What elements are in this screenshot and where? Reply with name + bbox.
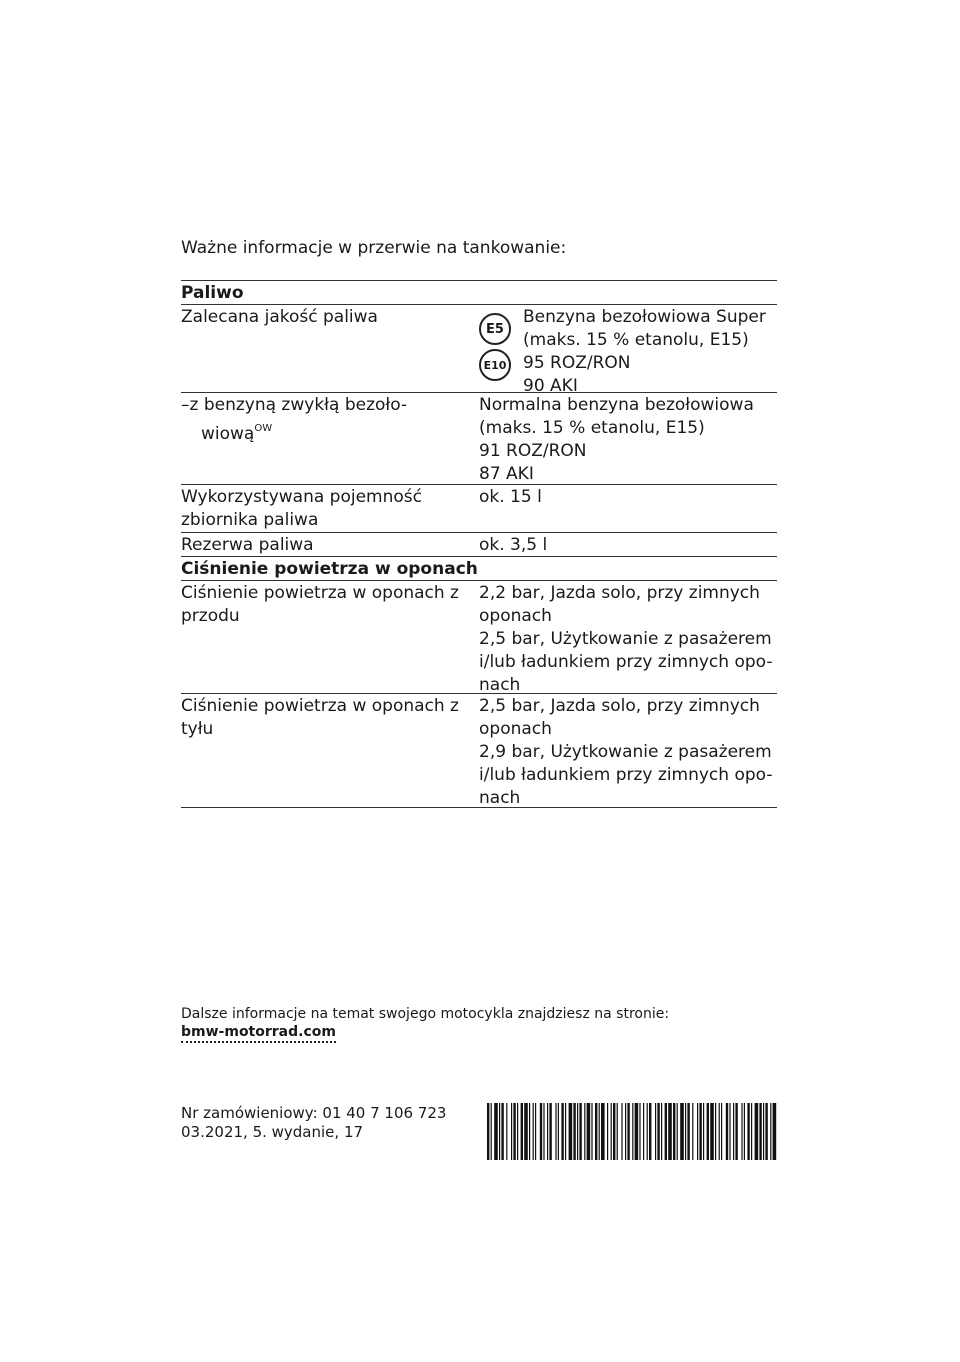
regular-fuel-label: –z benzyną zwykłą bezoło- wiową$^{OW}$: [181, 395, 408, 444]
rear-tire-value: 2,5 bar, Jazda solo, przy zimnych oponach 2,9 bar, Użytkowanie z pasażerem i/lub ładunkiem przy zimnych opo- nach: [479, 696, 773, 808]
barcode: [487, 1103, 777, 1160]
row-regular-fuel: [181, 392, 777, 484]
regular-fuel-value: Normalna benzyna bezołowiowa (maks. 15 % etanolu, E15) 91 ROZ/RON 87 AKI: [479, 395, 754, 484]
edition-info: 03.2021, 5. wydanie, 17: [181, 1123, 364, 1141]
row-fuel-reserve: [181, 532, 777, 556]
fuel-quality-label: Zalecana jakość paliwa: [181, 307, 378, 327]
front-tire-label: Ciśnienie powietrza w oponach z przodu: [181, 583, 459, 626]
spec-table: [181, 280, 777, 808]
website-link[interactable]: bmw-motorrad.com: [181, 1024, 336, 1043]
footer-info-text: Dalsze informacje na temat swojego motocykla znajdziesz na stronie:: [181, 1006, 670, 1022]
order-info: [181, 1104, 446, 1142]
tank-capacity-label: Wykorzystywana pojemność zbiornika paliwa: [181, 487, 422, 530]
order-number: Nr zamówieniowy: 01 40 7 106 723: [181, 1104, 447, 1122]
row-tank-capacity: [181, 484, 777, 532]
fuel-reserve-value: ok. 3,5 l: [479, 535, 548, 555]
intro-text: Ważne informacje w przerwie na tankowanie:: [181, 238, 567, 258]
row-front-tire: [181, 580, 777, 693]
section-tire-heading: Ciśnienie powietrza w oponach: [181, 556, 777, 580]
e5-fuel-icon: E5: [479, 313, 511, 345]
front-tire-value: 2,2 bar, Jazda solo, przy zimnych oponach 2,5 bar, Użytkowanie z pasażerem i/lub ładunkiem przy zimnych opo- nach: [479, 583, 773, 695]
e10-fuel-icon: E10: [479, 349, 511, 381]
row-rear-tire: [181, 693, 777, 808]
section-fuel-heading: Paliwo: [181, 280, 777, 304]
row-fuel-quality: [181, 304, 777, 396]
tank-capacity-value: ok. 15 l: [479, 487, 542, 507]
rear-tire-label: Ciśnienie powietrza w oponach z tyłu: [181, 696, 459, 739]
fuel-quality-value: Benzyna bezołowiowa Super (maks. 15 % etanolu, E15) 95 ROZ/RON 90 AKI: [523, 307, 766, 396]
fuel-reserve-label: Rezerwa paliwa: [181, 535, 314, 555]
fuel-icons: [479, 313, 511, 385]
